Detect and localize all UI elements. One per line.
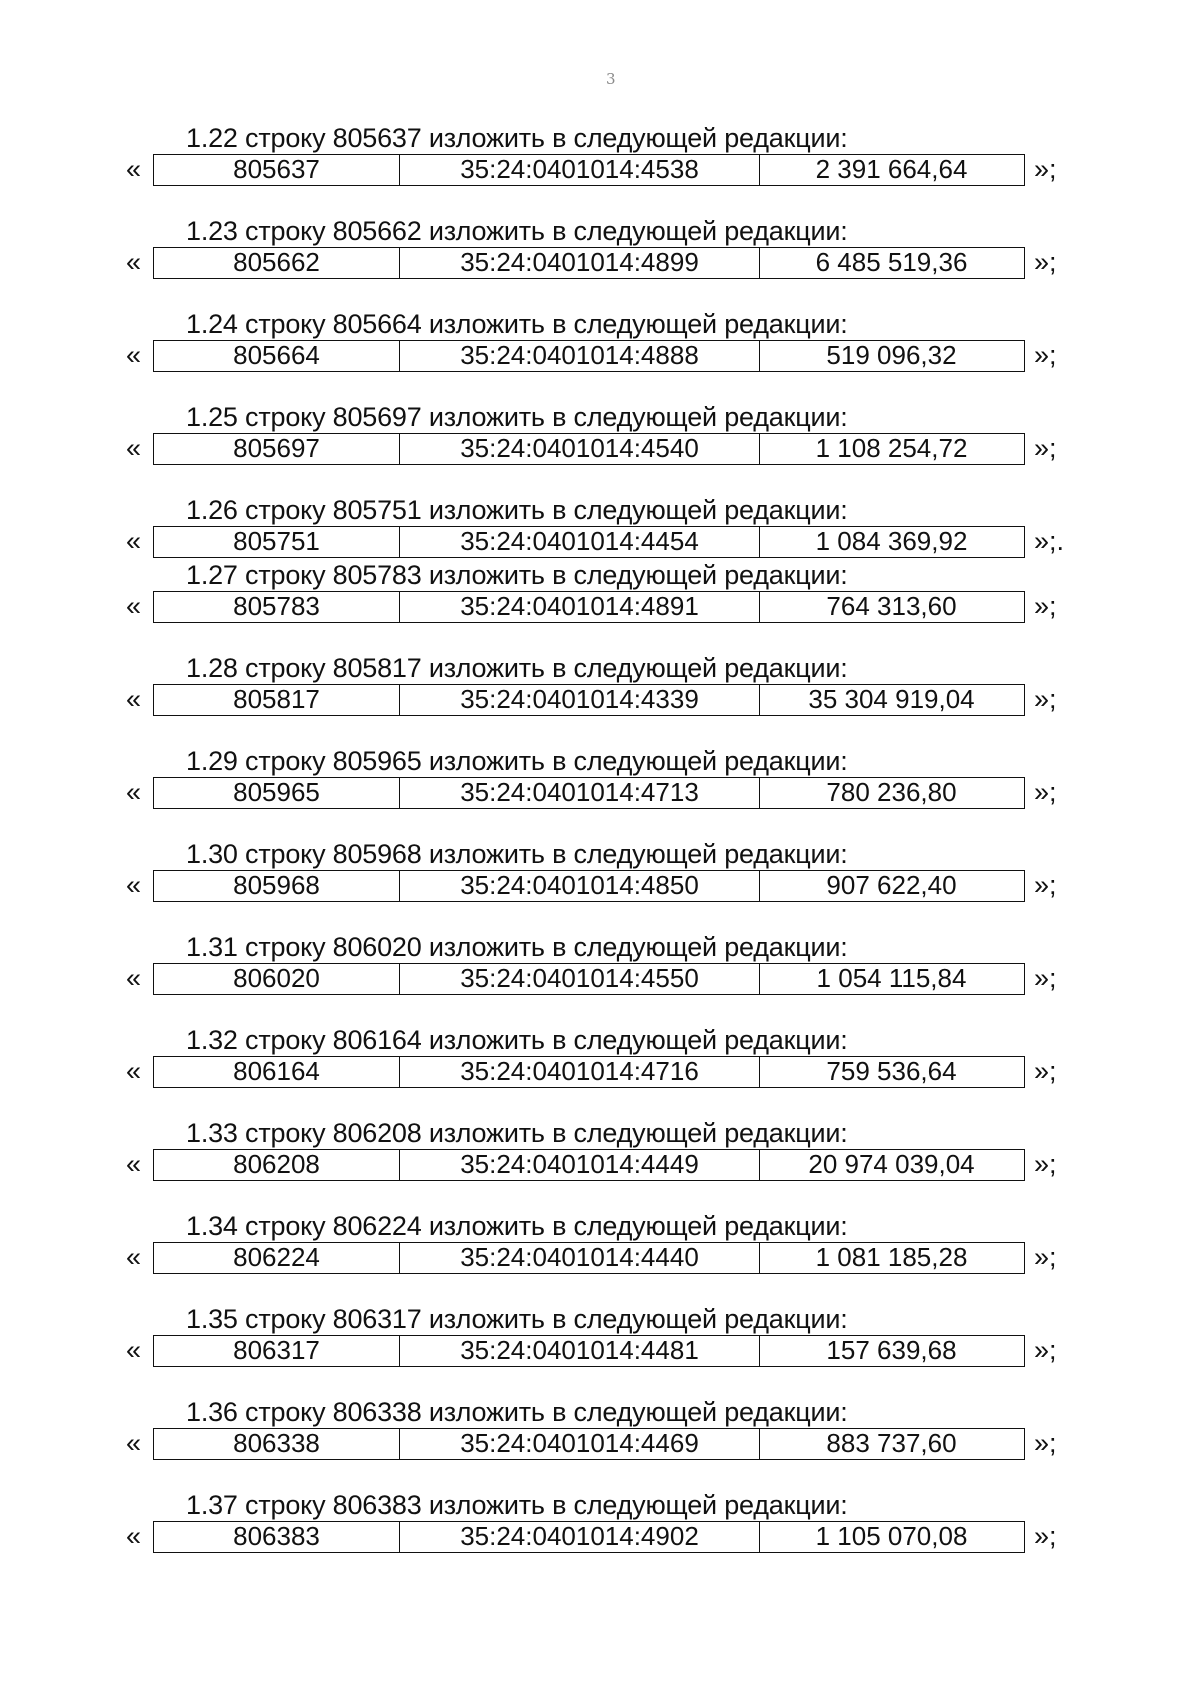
amendment-item <box>0 1304 1200 1384</box>
row-code-cell: 806224 <box>154 1243 400 1273</box>
page-number-mark: 3 <box>606 70 616 88</box>
closing-quote: »; <box>1034 1242 1057 1272</box>
amended-row-table <box>153 526 1025 558</box>
row-code-cell: 805965 <box>154 778 400 808</box>
amendment-instruction: 1.27 строку 805783 изложить в следующей редакции: <box>186 560 848 590</box>
closing-quote: »;. <box>1034 526 1065 556</box>
row-code-cell: 805697 <box>154 434 400 464</box>
amended-row-table <box>153 777 1025 809</box>
amendment-instruction: 1.34 строку 806224 изложить в следующей редакции: <box>186 1211 848 1241</box>
cadastral-value-cell: 6 485 519,36 <box>815 247 968 277</box>
row-code-cell: 806383 <box>154 1522 400 1552</box>
opening-quote: « <box>126 1242 142 1272</box>
closing-quote: »; <box>1034 684 1057 714</box>
amendment-item <box>0 402 1200 482</box>
amended-row-table <box>153 1149 1025 1181</box>
amendment-item <box>0 653 1200 733</box>
amendment-item <box>0 1397 1200 1477</box>
cadastral-value-cell: 1 081 185,28 <box>815 1242 968 1272</box>
opening-quote: « <box>126 1428 142 1458</box>
amendment-item <box>0 1118 1200 1198</box>
closing-quote: »; <box>1034 433 1057 463</box>
amendment-instruction: 1.36 строку 806338 изложить в следующей редакции: <box>186 1397 848 1427</box>
cadastral-value-cell: 883 737,60 <box>826 1428 957 1458</box>
closing-quote: »; <box>1034 777 1057 807</box>
cadastral-value-cell: 20 974 039,04 <box>808 1149 975 1179</box>
cadastral-number-cell: 35:24:0401014:4716 <box>400 1057 760 1087</box>
row-code-cell: 805751 <box>154 527 400 557</box>
cadastral-value-cell: 157 639,68 <box>826 1335 957 1365</box>
amended-row-table <box>153 684 1025 716</box>
opening-quote: « <box>126 340 142 370</box>
amendment-instruction: 1.33 строку 806208 изложить в следующей редакции: <box>186 1118 848 1148</box>
amended-row-table <box>153 1335 1025 1367</box>
amended-row-table <box>153 963 1025 995</box>
opening-quote: « <box>126 591 142 621</box>
cadastral-number-cell: 35:24:0401014:4850 <box>400 871 760 901</box>
cadastral-value-cell: 1 105 070,08 <box>815 1521 968 1551</box>
closing-quote: »; <box>1034 591 1057 621</box>
amendment-instruction: 1.31 строку 806020 изложить в следующей редакции: <box>186 932 848 962</box>
cadastral-value-cell: 1 084 369,92 <box>815 526 968 556</box>
closing-quote: »; <box>1034 1056 1057 1086</box>
amendment-instruction: 1.22 строку 805637 изложить в следующей редакции: <box>186 123 848 153</box>
cadastral-number-cell: 35:24:0401014:4454 <box>400 527 760 557</box>
amendment-instruction: 1.25 строку 805697 изложить в следующей редакции: <box>186 402 848 432</box>
opening-quote: « <box>126 526 142 556</box>
closing-quote: »; <box>1034 340 1057 370</box>
cadastral-number-cell: 35:24:0401014:4902 <box>400 1522 760 1552</box>
row-code-cell: 805817 <box>154 685 400 715</box>
cadastral-number-cell: 35:24:0401014:4339 <box>400 685 760 715</box>
opening-quote: « <box>126 684 142 714</box>
opening-quote: « <box>126 1149 142 1179</box>
cadastral-value-cell: 35 304 919,04 <box>808 684 975 714</box>
amendment-instruction: 1.23 строку 805662 изложить в следующей редакции: <box>186 216 848 246</box>
amended-row-table <box>153 870 1025 902</box>
closing-quote: »; <box>1034 247 1057 277</box>
amendment-instruction: 1.37 строку 806383 изложить в следующей редакции: <box>186 1490 848 1520</box>
cadastral-number-cell: 35:24:0401014:4540 <box>400 434 760 464</box>
amended-row-table <box>153 1521 1025 1553</box>
closing-quote: »; <box>1034 870 1057 900</box>
amendment-item <box>0 309 1200 389</box>
opening-quote: « <box>126 1521 142 1551</box>
amended-row-table <box>153 1242 1025 1274</box>
opening-quote: « <box>126 154 142 184</box>
amended-row-table <box>153 340 1025 372</box>
opening-quote: « <box>126 777 142 807</box>
cadastral-value-cell: 519 096,32 <box>826 340 957 370</box>
cadastral-value-cell: 759 536,64 <box>826 1056 957 1086</box>
cadastral-value-cell: 780 236,80 <box>826 777 957 807</box>
amended-row-table <box>153 154 1025 186</box>
amendment-instruction: 1.24 строку 805664 изложить в следующей редакции: <box>186 309 848 339</box>
row-code-cell: 805968 <box>154 871 400 901</box>
row-code-cell: 806164 <box>154 1057 400 1087</box>
cadastral-number-cell: 35:24:0401014:4440 <box>400 1243 760 1273</box>
amendment-item <box>0 932 1200 1012</box>
closing-quote: »; <box>1034 154 1057 184</box>
closing-quote: »; <box>1034 1149 1057 1179</box>
amended-row-table <box>153 1428 1025 1460</box>
amendment-item <box>0 123 1200 203</box>
cadastral-number-cell: 35:24:0401014:4891 <box>400 592 760 622</box>
cadastral-number-cell: 35:24:0401014:4481 <box>400 1336 760 1366</box>
amendment-instruction: 1.35 строку 806317 изложить в следующей редакции: <box>186 1304 848 1334</box>
amendment-item <box>0 746 1200 826</box>
amended-row-table <box>153 247 1025 279</box>
closing-quote: »; <box>1034 1428 1057 1458</box>
cadastral-value-cell: 2 391 664,64 <box>815 154 968 184</box>
cadastral-value-cell: 1 054 115,84 <box>816 963 967 993</box>
amendment-instruction: 1.26 строку 805751 изложить в следующей редакции: <box>186 495 848 525</box>
cadastral-number-cell: 35:24:0401014:4550 <box>400 964 760 994</box>
amended-row-table <box>153 1056 1025 1088</box>
closing-quote: »; <box>1034 963 1057 993</box>
amendment-item <box>0 1211 1200 1291</box>
opening-quote: « <box>126 963 142 993</box>
cadastral-number-cell: 35:24:0401014:4713 <box>400 778 760 808</box>
cadastral-value-cell: 1 108 254,72 <box>815 433 968 463</box>
row-code-cell: 805783 <box>154 592 400 622</box>
amendment-item <box>0 1490 1200 1570</box>
closing-quote: »; <box>1034 1521 1057 1551</box>
cadastral-number-cell: 35:24:0401014:4538 <box>400 155 760 185</box>
amended-row-table <box>153 591 1025 623</box>
row-code-cell: 805664 <box>154 341 400 371</box>
row-code-cell: 806208 <box>154 1150 400 1180</box>
cadastral-value-cell: 907 622,40 <box>826 870 957 900</box>
cadastral-number-cell: 35:24:0401014:4449 <box>400 1150 760 1180</box>
amendment-item <box>0 1025 1200 1105</box>
amendment-item <box>0 560 1200 640</box>
amendment-instruction: 1.30 строку 805968 изложить в следующей редакции: <box>186 839 848 869</box>
opening-quote: « <box>126 870 142 900</box>
cadastral-number-cell: 35:24:0401014:4469 <box>400 1429 760 1459</box>
row-code-cell: 805637 <box>154 155 400 185</box>
amended-row-table <box>153 433 1025 465</box>
amendment-item <box>0 216 1200 296</box>
row-code-cell: 806317 <box>154 1336 400 1366</box>
cadastral-value-cell: 764 313,60 <box>826 591 957 621</box>
cadastral-number-cell: 35:24:0401014:4888 <box>400 341 760 371</box>
row-code-cell: 805662 <box>154 248 400 278</box>
row-code-cell: 806338 <box>154 1429 400 1459</box>
amendment-item <box>0 839 1200 919</box>
opening-quote: « <box>126 1335 142 1365</box>
amendment-instruction: 1.32 строку 806164 изложить в следующей редакции: <box>186 1025 848 1055</box>
cadastral-number-cell: 35:24:0401014:4899 <box>400 248 760 278</box>
row-code-cell: 806020 <box>154 964 400 994</box>
amendment-instruction: 1.29 строку 805965 изложить в следующей редакции: <box>186 746 848 776</box>
closing-quote: »; <box>1034 1335 1057 1365</box>
opening-quote: « <box>126 247 142 277</box>
opening-quote: « <box>126 1056 142 1086</box>
amendment-instruction: 1.28 строку 805817 изложить в следующей редакции: <box>186 653 848 683</box>
opening-quote: « <box>126 433 142 463</box>
